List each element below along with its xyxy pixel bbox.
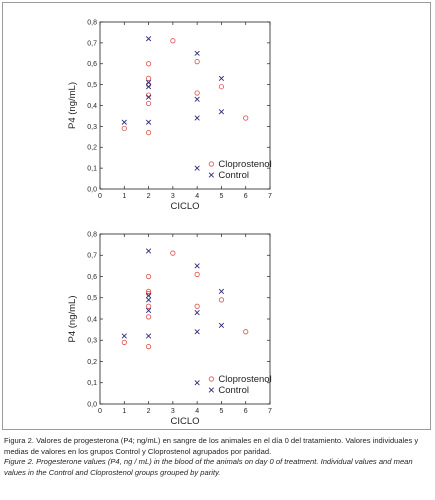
data-point-cloprostenol: [219, 298, 223, 302]
x-tick-label: 1: [122, 408, 127, 415]
y-tick-label: 0,1: [87, 165, 97, 173]
x-tick-label: 4: [195, 408, 200, 415]
legend-label: Cloprostenol: [218, 374, 272, 385]
data-point-control: [195, 264, 200, 269]
data-point-control: [122, 334, 127, 339]
data-point-control: [195, 166, 200, 171]
y-tick-label: 0,0: [87, 401, 97, 409]
x-tick-label: 2: [146, 193, 151, 200]
chart-1: [67, 19, 272, 212]
x-axis-label: CICLO: [170, 416, 200, 427]
data-point-control: [146, 120, 151, 125]
data-point-control: [219, 289, 224, 294]
series-control: [122, 36, 224, 170]
x-tick-label: 3: [170, 408, 175, 415]
data-point-cloprostenol: [146, 344, 150, 348]
data-point-control: [146, 293, 151, 298]
x-tick-label: 3: [170, 193, 175, 200]
data-point-cloprostenol: [219, 85, 223, 89]
legend: [209, 159, 272, 181]
y-tick-label: 0,6: [87, 61, 97, 69]
data-point-control: [195, 97, 200, 102]
x-tick-label: 1: [122, 193, 127, 200]
caption-spanish: Figura 2. Valores de progesterona (P4; ng/mL) en sangre de los animales en el día 0 del tratamiento. Valores individuales y medias de valores en los grupos Control y Cloprostenol agrupados por paridad.: [4, 436, 419, 456]
data-point-cloprostenol: [171, 251, 175, 255]
data-point-cloprostenol: [146, 76, 150, 80]
series-cloprostenol: [122, 251, 248, 349]
y-tick-label: 0,0: [87, 186, 97, 194]
x-tick-label: 0: [98, 193, 102, 200]
data-point-control: [146, 298, 151, 303]
data-point-cloprostenol: [122, 340, 126, 344]
caption-english: Figure 2. Progesterone values (P4, ng / mL) in the blood of the animals on day 0 of treatment. Individual values and mean values in the Control and Cloprostenol groups grouped by parity.: [4, 457, 413, 477]
x-axis-label: CICLO: [170, 201, 200, 212]
x-tick-label: 0: [98, 408, 102, 415]
data-point-control: [146, 308, 151, 313]
data-point-cloprostenol: [171, 39, 175, 43]
y-tick-label: 0,2: [87, 144, 97, 152]
data-point-cloprostenol: [244, 330, 248, 334]
data-point-cloprostenol: [146, 62, 150, 66]
chart-2: [67, 231, 272, 427]
y-tick-label: 0,5: [87, 82, 97, 90]
y-tick-label: 0,4: [87, 316, 97, 324]
x-tick-label: 5: [219, 193, 224, 200]
legend-marker-circle: [209, 162, 213, 166]
data-point-control: [195, 51, 200, 56]
data-point-cloprostenol: [195, 304, 199, 308]
data-point-cloprostenol: [146, 274, 150, 278]
series-cloprostenol: [122, 39, 248, 135]
y-tick-label: 0,4: [87, 102, 97, 110]
y-tick-label: 0,3: [87, 123, 97, 131]
legend-label: Cloprostenol: [218, 159, 272, 170]
data-point-cloprostenol: [195, 272, 199, 276]
data-point-control: [195, 380, 200, 385]
y-axis-label: P4 (ng/mL): [67, 82, 78, 129]
data-point-cloprostenol: [146, 101, 150, 105]
data-point-cloprostenol: [122, 126, 126, 130]
data-point-control: [219, 323, 224, 328]
data-point-control: [195, 310, 200, 315]
data-point-cloprostenol: [195, 91, 199, 95]
x-tick-label: 4: [195, 193, 200, 200]
x-tick-label: 2: [146, 408, 151, 415]
data-point-control: [146, 334, 151, 339]
x-tick-label: 5: [219, 408, 224, 415]
y-tick-label: 0,8: [87, 19, 97, 27]
series-control: [122, 249, 224, 385]
data-point-cloprostenol: [146, 304, 150, 308]
data-point-cloprostenol: [146, 315, 150, 319]
y-tick-label: 0,2: [87, 358, 97, 366]
x-tick-label: 6: [243, 408, 248, 415]
data-point-control: [146, 36, 151, 41]
y-tick-label: 0,7: [87, 40, 97, 48]
data-point-control: [195, 329, 200, 334]
data-point-control: [219, 76, 224, 81]
legend-label: Control: [218, 170, 249, 181]
legend-label: Control: [218, 385, 249, 396]
x-tick-label: 7: [268, 193, 272, 200]
legend: [209, 374, 272, 396]
y-axis-label: P4 (ng/mL): [67, 295, 78, 343]
data-point-control: [219, 109, 224, 114]
data-point-control: [122, 120, 127, 125]
data-point-control: [195, 116, 200, 121]
data-point-cloprostenol: [195, 59, 199, 63]
x-tick-label: 7: [268, 408, 272, 415]
data-point-cloprostenol: [244, 116, 248, 120]
data-point-control: [146, 84, 151, 89]
data-point-cloprostenol: [146, 130, 150, 134]
y-tick-label: 0,8: [87, 231, 97, 239]
figure-caption: [4, 436, 432, 478]
y-tick-label: 0,3: [87, 337, 97, 345]
y-tick-label: 0,6: [87, 273, 97, 281]
y-tick-label: 0,5: [87, 295, 97, 303]
y-tick-label: 0,1: [87, 380, 97, 388]
y-tick-label: 0,7: [87, 252, 97, 260]
data-point-control: [146, 95, 151, 100]
legend-marker-circle: [209, 377, 213, 381]
data-point-control: [146, 249, 151, 254]
x-tick-label: 6: [243, 193, 248, 200]
